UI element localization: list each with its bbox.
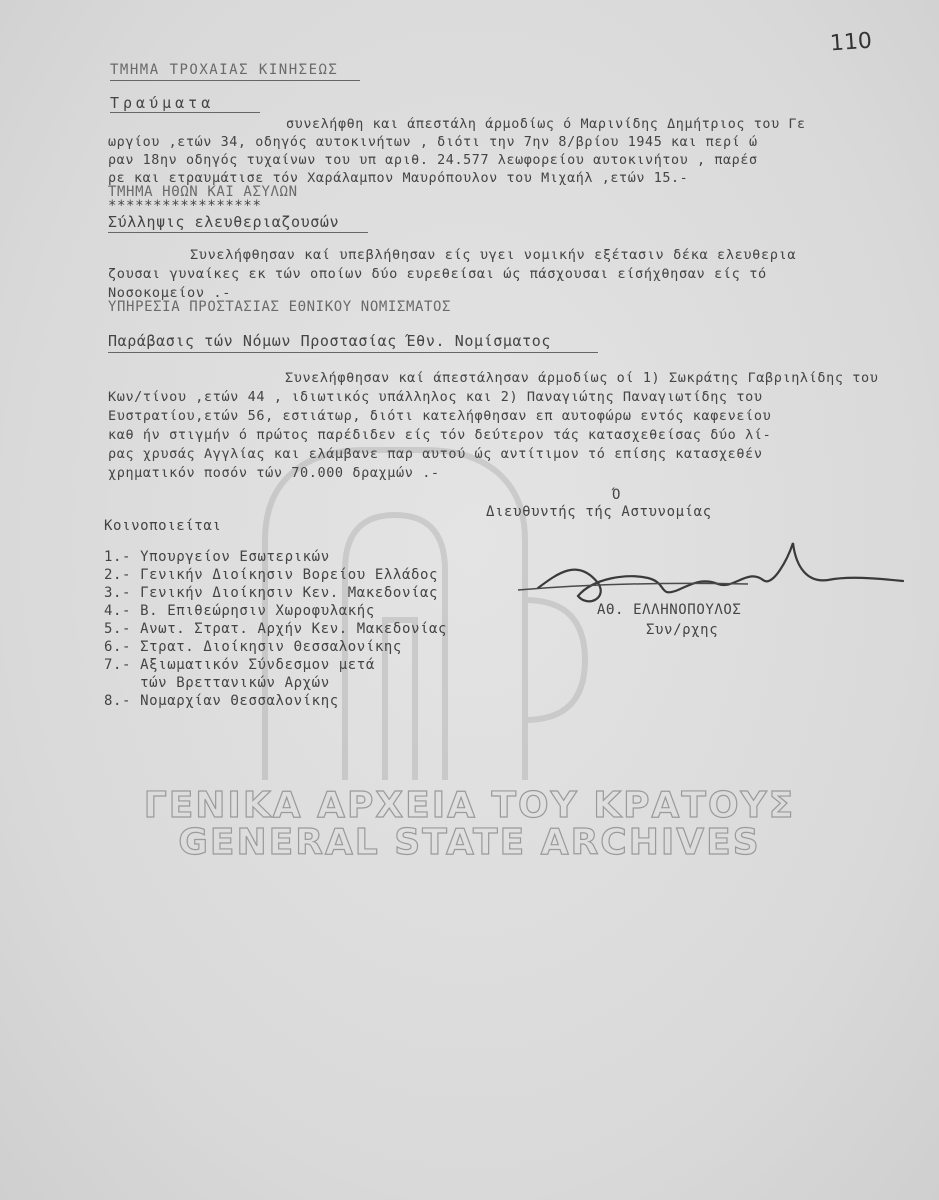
paragraph-line: Κων/τίνου ,ετών 44 , ιδιωτικός υπάλληλος και 2) Παναγιώτης Παναγιωτίδης του [108,389,763,405]
paragraph-line: ρε και ετραυμάτισε τόν Χαράλαμπον Μαυρόπουλον του Μιχαήλ ,ετών 15.- [108,171,689,186]
cc-item: 6.- Στρατ. Διοίκησιν Θεσσαλονίκης [104,639,402,655]
paragraph-line: χρηματικόν ποσόν τών 70.000 δραχμών .- [108,465,440,481]
paragraph-line: συνελήφθη και άπεστάλη άρμοδίως ό Μαρινίδης Δημήτριος του Γε [286,117,806,132]
paragraph-line: ραν 18ην οδηγός τυχαίνων του υπ αριθ. 24.577 λεωφορείου αυτοκινήτου , παρέσ [108,153,758,168]
subheading-injuries: Τραύματα [110,94,215,112]
subheading-arrest: Σύλληψις ελευθεριαζουσών [108,213,340,231]
cc-item: 5.- Ανωτ. Στρατ. Αρχήν Κεν. Μακεδονίας [104,621,448,637]
subheading-underline [108,232,368,233]
stars-divider: ***************** [108,198,262,214]
section-heading-morals: ΤΜΗΜΑ ΗΘΩΝ ΚΑΙ ΑΣΥΛΩΝ [108,184,298,200]
paragraph-line: Ευστρατίου,ετών 56, εστιάτωρ, διότι κατελήφθησαν επ αυτοφώρω εντός καφενείου [108,408,772,424]
signature-article: Ό [612,487,622,503]
signature-title: Διευθυντής τής Αστυνομίας [486,504,712,520]
watermark-text-english: GENERAL STATE ARCHIVES [178,822,761,863]
cc-item: τών Βρεττανικών Αρχών [104,675,330,691]
signatory-name: ΑΘ. ΕΛΛΗΝΟΠΟΥΛΟΣ [597,602,742,618]
handwritten-reference-number: 110 [829,28,873,57]
signatory-rank: Συν/ρχης [646,622,719,638]
cc-heading: Κοινοποιείται [104,518,222,534]
paragraph-line: ωργίου ,ετών 34, οδηγός αυτοκινήτων , διότι την 7ην 8/βρίου 1945 και περί ώ [108,135,758,150]
paragraph-line: ζουσαι γυναίκες εκ τών οποίων δύο ευρεθείσαι ώς πάσχουσαι είσήχθησαν είς τό [108,266,767,282]
paragraph-line: Συνελήφθησαν καί άπεστάλησαν άρμοδίως οί 1) Σωκράτης Γαβριηλίδης του [285,370,879,386]
cc-item: 2.- Γενικήν Διοίκησιν Βορείου Ελλάδος [104,567,439,583]
paragraph-line: Νοσοκομείον .- [108,285,231,301]
cc-item: 3.- Γενικήν Διοίκησιν Κεν. Μακεδονίας [104,585,439,601]
cc-item: 4.- Β. Επιθεώρησιν Χωροφυλακής [104,603,375,619]
archives-logo-watermark [225,420,605,800]
paragraph-line: Συνελήφθησαν καί υπεβλήθησαν είς υγει νομικήν εξέτασιν δέκα ελευθερια [190,247,797,263]
paragraph-line: καθ ήν στιγμήν ό πρώτος παρέδιδεν είς τόν δεύτερον τάς κατασχεθείσας δύο λί- [108,427,772,443]
subheading-violations: Παράβασις τών Νόμων Προστασίας Έθν. Νομίσματος [108,332,552,350]
cc-item: 8.- Νομαρχίαν Θεσσαλονίκης [104,693,339,709]
paragraph-line: ρας χρυσάς Αγγλίας και ελάμβανε παρ αυτού ώς αντίτιμον τό επίσης κατασχεθέν [108,446,763,462]
section-heading-currency: ΥΠΗΡΕΣΙΑ ΠΡΟΣΤΑΣΙΑΣ ΕΘΝΙΚΟΥ ΝΟΜΙΣΜΑΤΟΣ [108,299,452,315]
subheading-underline [110,112,260,113]
cc-item: 1.- Υπουργείον Εσωτερικών [104,549,330,565]
heading-underline [110,80,360,81]
section-heading-traffic: ΤΜΗΜΑ ΤΡΟΧΑΙΑΣ ΚΙΝΗΣΕΩΣ [110,62,339,78]
cc-item: 7.- Αξιωματικόν Σύνδεσμον μετά [104,657,375,673]
subheading-underline [108,352,598,353]
watermark-text-greek: ΓΕΝΙΚΑ ΑΡΧΕΙΑ ΤΟΥ ΚΡΑΤΟΥΣ [143,785,796,826]
